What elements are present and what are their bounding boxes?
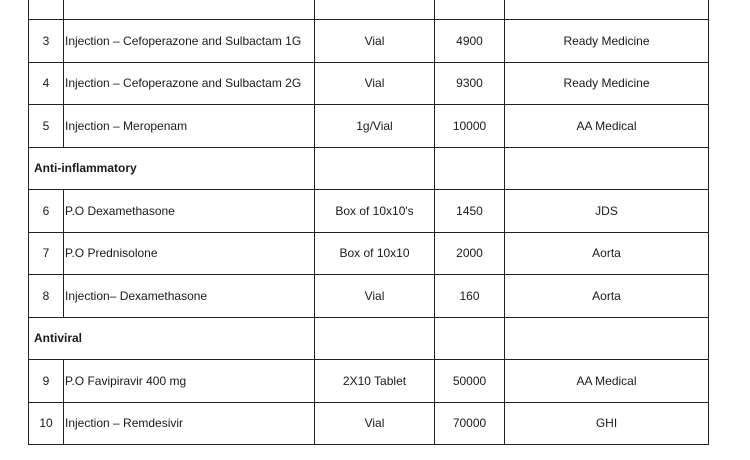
table-row [29, 190, 709, 233]
medicine-name-cell: Injection– Dexamethasone [64, 275, 315, 318]
supplier-cell [505, 0, 709, 20]
medicine-price-table-container [28, 0, 708, 445]
category-label: Antiviral [29, 317, 315, 360]
unit-cell: 2X10 Tablet [315, 360, 435, 403]
table-body [29, 0, 709, 445]
price-cell: 160 [435, 275, 505, 318]
supplier-cell: Ready Medicine [505, 62, 709, 105]
table-row [29, 62, 709, 105]
unit-cell [315, 0, 435, 20]
row-number-cell: 9 [29, 360, 64, 403]
table-row [29, 20, 709, 63]
row-number-cell: 5 [29, 105, 64, 148]
unit-cell: Vial [315, 275, 435, 318]
category-row [29, 147, 709, 190]
supplier-cell: JDS [505, 190, 709, 233]
empty-cell [435, 317, 505, 360]
empty-cell [435, 147, 505, 190]
supplier-cell: GHI [505, 402, 709, 445]
price-cell: 70000 [435, 402, 505, 445]
supplier-cell: Aorta [505, 275, 709, 318]
empty-cell [505, 317, 709, 360]
row-number-cell: 8 [29, 275, 64, 318]
category-row [29, 317, 709, 360]
supplier-cell: AA Medical [505, 105, 709, 148]
unit-cell: Box of 10x10's [315, 190, 435, 233]
row-number-cell: 3 [29, 20, 64, 63]
medicine-name-cell: Injection – Cefoperazone and Sulbactam 2G [64, 62, 315, 105]
unit-cell: Vial [315, 20, 435, 63]
category-label: Anti-inflammatory [29, 147, 315, 190]
medicine-name-cell: Injection – Meropenam [64, 105, 315, 148]
medicine-name-cell: Injection – Cefoperazone and Sulbactam 1G [64, 20, 315, 63]
price-cell: 9300 [435, 62, 505, 105]
medicine-name-cell: P.O Prednisolone [64, 232, 315, 275]
price-cell: 4900 [435, 20, 505, 63]
empty-cell [315, 147, 435, 190]
table-row [29, 275, 709, 318]
medicine-name-cell: P.O Dexamethasone [64, 190, 315, 233]
row-number-cell: 10 [29, 402, 64, 445]
supplier-cell: Aorta [505, 232, 709, 275]
supplier-cell: Ready Medicine [505, 20, 709, 63]
table-row [29, 0, 709, 20]
row-number-cell: 4 [29, 62, 64, 105]
price-cell: 10000 [435, 105, 505, 148]
table-row [29, 402, 709, 445]
medicine-price-table [28, 0, 709, 445]
price-cell [435, 0, 505, 20]
empty-cell [315, 317, 435, 360]
unit-cell: Vial [315, 62, 435, 105]
table-row [29, 360, 709, 403]
supplier-cell: AA Medical [505, 360, 709, 403]
medicine-name-cell: P.O Favipiravir 400 mg [64, 360, 315, 403]
unit-cell: 1g/Vial [315, 105, 435, 148]
row-number-cell: 6 [29, 190, 64, 233]
empty-cell [505, 147, 709, 190]
table-row [29, 105, 709, 148]
price-cell: 50000 [435, 360, 505, 403]
medicine-name-cell [64, 0, 315, 20]
row-number-cell: 7 [29, 232, 64, 275]
row-number-cell [29, 0, 64, 20]
medicine-name-cell: Injection – Remdesivir [64, 402, 315, 445]
unit-cell: Box of 10x10 [315, 232, 435, 275]
price-cell: 2000 [435, 232, 505, 275]
unit-cell: Vial [315, 402, 435, 445]
price-cell: 1450 [435, 190, 505, 233]
table-row [29, 232, 709, 275]
